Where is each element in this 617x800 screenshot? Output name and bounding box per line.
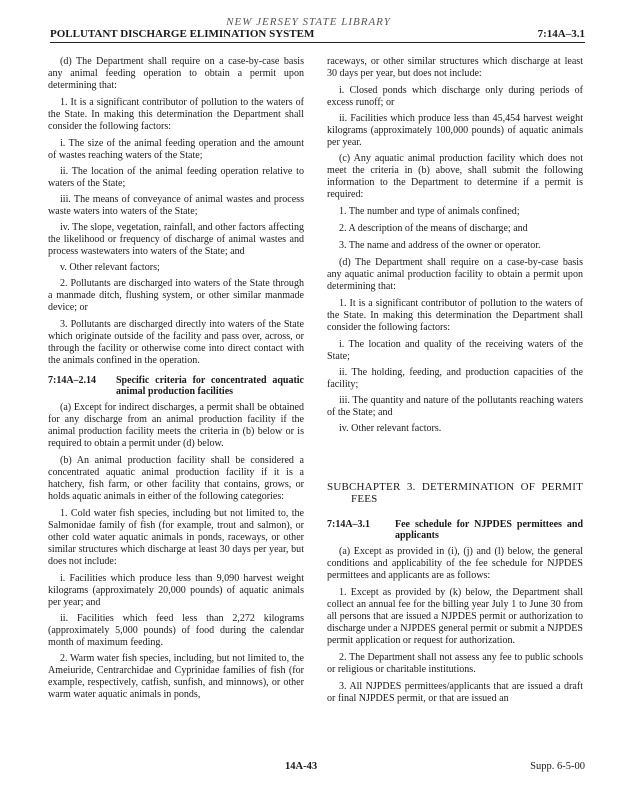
header-title: POLLUTANT DISCHARGE ELIMINATION SYSTEM <box>50 28 315 40</box>
paragraph: 3. The name and address of the owner or operator. <box>339 240 541 251</box>
paragraph: 2. Pollutants are discharged into waters of the State through a manmade ditch, flushing system, or other similar manmade device; or <box>48 278 304 313</box>
paragraph: 3. All NJPDES permittees/applicants that are issued a draft or final NJPDES permit, or that are issued an <box>327 681 583 704</box>
paragraph: v. Other relevant factors; <box>60 262 160 273</box>
paragraph: (d) The Department shall require on a case-by-case basis any aquatic animal production facility to obtain a permit upon determining that: <box>327 257 583 292</box>
paragraph: i. Closed ponds which discharge only during periods of excess runoff; or <box>327 85 583 108</box>
paragraph: ii. Facilities which produce less than 45,454 harvest weight kilograms (approximately 100,000 pounds) of aquatic animals per year. <box>327 113 583 148</box>
section-number: 7:14A–2.14 <box>48 375 97 386</box>
library-stamp: NEW JERSEY STATE LIBRARY <box>226 16 391 28</box>
header-section-number: 7:14A–3.1 <box>537 28 585 40</box>
paragraph: iii. The means of conveyance of animal wastes and process waste waters into waters of the State; <box>48 194 304 217</box>
section-title: Fee schedule for NJPDES permittees and applicants <box>395 519 583 541</box>
paragraph: iii. The quantity and nature of the pollutants reaching waters of the State; and <box>327 395 583 418</box>
section-heading <box>48 375 304 397</box>
left-column <box>48 56 304 706</box>
paragraph: iv. The slope, vegetation, rainfall, and other factors affecting the likelihood or frequency of discharge of animal wastes and process wastewaters into waters of the State; and <box>48 222 304 257</box>
paragraph: ii. The location of the animal feeding operation relative to waters of the State; <box>48 166 304 189</box>
paragraph: iv. Other relevant factors. <box>339 423 442 434</box>
paragraph: i. The size of the animal feeding operation and the amount of wastes reaching waters of the State; <box>48 138 304 161</box>
paragraph: 2. Warm water fish species, including, but not limited to, the Ameiuride, Centrarchidae and Cyprinidae families of fish (for example, respectively, catfish, sunfish, and minnows), or other warm water aquatic animals in ponds, <box>48 653 304 700</box>
section-heading <box>327 519 583 541</box>
page-number: 14A-43 <box>285 761 318 772</box>
paragraph: 1. It is a significant contributor of pollution to the waters of the State. In making this determination the Department shall consider the following factors: <box>327 298 583 333</box>
paragraph: 1. Cold water fish species, including but not limited to, the Salmonidae family of fish (for example, trout and salmon), or other cold water aquatic animals in ponds, raceways, or other similar structures which discharge at least 30 days per year, but does not include: <box>48 508 304 567</box>
paragraph: 1. Except as provided by (k) below, the Department shall collect an annual fee for the billing year July 1 to June 30 from all persons that are issued a NJPDES permit or authorization to discharge under a NJPDES general permit or submit a NJPDES permit application or request for authorization. <box>327 587 583 646</box>
paragraph: (a) Except for indirect discharges, a permit shall be obtained for any discharge from an animal production facility if the animal production facility meets the criteria in (b) below or is required to obtain a permit under (d) below. <box>48 402 304 449</box>
paragraph: 2. The Department shall not assess any fee to public schools or religious or charitable institutions. <box>327 652 583 675</box>
paragraph: 2. A description of the means of discharge; and <box>339 223 528 234</box>
paragraph: 3. Pollutants are discharged directly into waters of the State which originate outside of the facility and pass over, across, or through the facility or otherwise come into direct contact with the animals confined in the operation. <box>48 319 304 366</box>
paragraph: ii. Facilities which feed less than 2,272 kilograms (approximately 5,000 pounds) of food during the calendar month of maximum feeding. <box>48 613 304 648</box>
subchapter-heading: SUBCHAPTER 3. DETERMINATION OF PERMIT FEES <box>327 481 583 505</box>
supplement-date: Supp. 6-5-00 <box>530 761 585 772</box>
paragraph: (a) Except as provided in (i), (j) and (l) below, the general conditions and applicability of the fee schedule for NJPDES permittees and applicants are as follows: <box>327 546 583 581</box>
section-number: 7:14A–3.1 <box>327 519 371 530</box>
paragraph: (d) The Department shall require on a case-by-case basis any animal feeding operation to obtain a permit upon determining that: <box>48 56 304 91</box>
paragraph: (b) An animal production facility shall be considered a concentrated aquatic animal production facility if it is a hatchery, fish farm, or other facility that contains, grows, or holds aquatic animals in either of the following categories: <box>48 455 304 502</box>
paragraph: raceways, or other similar structures which discharge at least 30 days per year, but does not include: <box>327 56 583 79</box>
paragraph: i. Facilities which produce less than 9,090 harvest weight kilograms (approximately 20,000 pounds) of aquatic animals per year; and <box>48 573 304 608</box>
right-column <box>327 56 583 710</box>
running-header <box>50 28 585 43</box>
paragraph: ii. The holding, feeding, and production capacities of the facility; <box>327 367 583 390</box>
paragraph: i. The location and quality of the receiving waters of the State; <box>327 339 583 362</box>
paragraph: (c) Any aquatic animal production facility which does not meet the criteria in (b) above, shall submit the following information to the Department to determine if a permit is required: <box>327 153 583 200</box>
section-title: Specific criteria for concentrated aquatic animal production facilities <box>116 375 304 397</box>
paragraph: 1. The number and type of animals confined; <box>339 206 520 217</box>
paragraph: 1. It is a significant contributor of pollution to the waters of the State. In making this determination the Department shall consider the following factors: <box>48 97 304 132</box>
